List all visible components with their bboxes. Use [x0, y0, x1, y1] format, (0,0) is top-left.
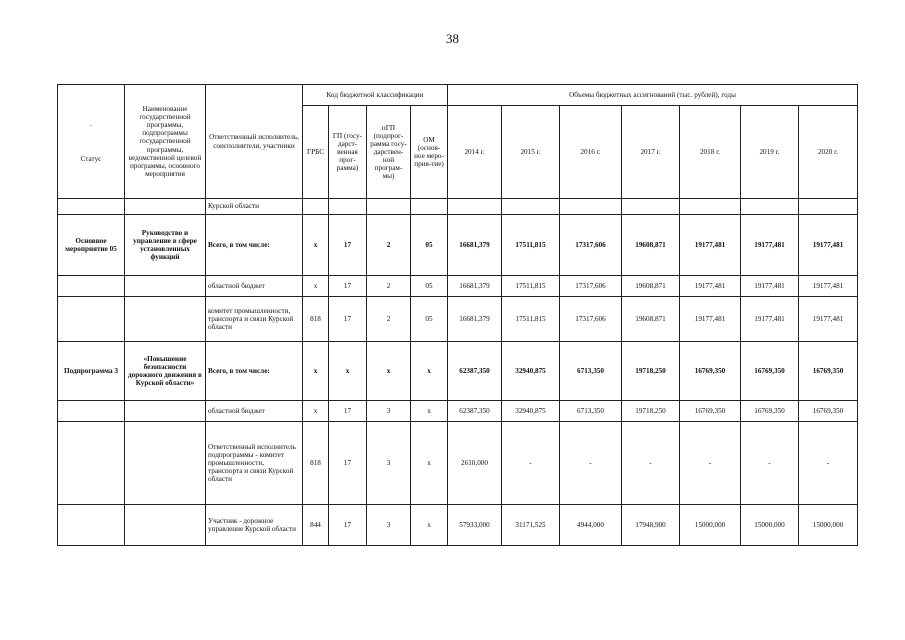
- cell-value: 15000,000: [741, 505, 799, 546]
- cell-value: 17317,606: [560, 215, 622, 276]
- cell-pgp: [367, 199, 411, 215]
- cell-value: 16681,379: [448, 215, 502, 276]
- cell-pgp: 2: [367, 276, 411, 297]
- cell-gp: 17: [329, 422, 367, 505]
- header-status: [58, 85, 125, 199]
- cell-executor: Всего, в том числе:: [206, 342, 303, 401]
- cell-value: 16769,350: [680, 401, 741, 422]
- cell-value: 19177,481: [799, 215, 858, 276]
- cell-value: 19608,871: [622, 215, 680, 276]
- cell-status: [58, 505, 125, 546]
- cell-status: Подпрограмма 3: [58, 342, 125, 401]
- header-volumes: Объемы бюджетных ассигнований (тыс. рублей), годы: [448, 85, 858, 106]
- cell-value: 6713,350: [560, 401, 622, 422]
- header-status-dot: .: [90, 120, 92, 129]
- cell-om: 05: [411, 276, 448, 297]
- cell-value: 62387,350: [448, 401, 502, 422]
- cell-value: 17317,606: [560, 297, 622, 342]
- cell-om: х: [411, 422, 448, 505]
- cell-status: [58, 401, 125, 422]
- cell-value: 17511,815: [502, 276, 560, 297]
- cell-value: 57933,000: [448, 505, 502, 546]
- cell-value: -: [560, 422, 622, 505]
- cell-gp: 17: [329, 297, 367, 342]
- cell-value: 32940,875: [502, 401, 560, 422]
- cell-value: 32940,875: [502, 342, 560, 401]
- cell-grbs: х: [303, 276, 329, 297]
- cell-gp: 17: [329, 505, 367, 546]
- cell-gp: 17: [329, 215, 367, 276]
- cell-name: [125, 297, 206, 342]
- cell-value: 16769,350: [741, 342, 799, 401]
- cell-om: х: [411, 505, 448, 546]
- header-year: 2019 г.: [741, 106, 799, 199]
- cell-executor: Ответственный исполнитель подпрограммы - комитет промышленности, транспорта и связи Курской области: [206, 422, 303, 505]
- cell-status: [58, 422, 125, 505]
- cell-executor: комитет промышленности, транспорта и связи Курской области: [206, 297, 303, 342]
- cell-om: х: [411, 342, 448, 401]
- cell-gp: х: [329, 342, 367, 401]
- cell-gp: [329, 199, 367, 215]
- cell-grbs: 818: [303, 422, 329, 505]
- cell-value: -: [502, 422, 560, 505]
- cell-om: х: [411, 401, 448, 422]
- cell-status: [58, 199, 125, 215]
- table-row: [58, 342, 858, 401]
- cell-value: 19177,481: [741, 215, 799, 276]
- header-row-top: [58, 85, 858, 106]
- cell-grbs: х: [303, 215, 329, 276]
- cell-status: [58, 297, 125, 342]
- header-gp: ГП (госу-дарст-венная прог-рамма): [329, 106, 367, 199]
- cell-grbs: х: [303, 401, 329, 422]
- cell-value: 16769,350: [741, 401, 799, 422]
- cell-value: 6713,350: [560, 342, 622, 401]
- cell-name: «Повышение безопасности дорожного движения в Курской области»: [125, 342, 206, 401]
- cell-value: -: [799, 422, 858, 505]
- cell-pgp: 3: [367, 401, 411, 422]
- cell-value: 17317,606: [560, 276, 622, 297]
- cell-pgp: 3: [367, 505, 411, 546]
- cell-value: 2610,000: [448, 422, 502, 505]
- cell-value: -: [680, 422, 741, 505]
- cell-value: 16769,350: [799, 342, 858, 401]
- table-row: [58, 401, 858, 422]
- cell-value: -: [741, 422, 799, 505]
- budget-table: [57, 84, 858, 546]
- table-row: [58, 276, 858, 297]
- cell-value: 19177,481: [680, 276, 741, 297]
- cell-gp: 17: [329, 276, 367, 297]
- cell-name: [125, 401, 206, 422]
- cell-value: 19177,481: [799, 276, 858, 297]
- cell-value: [448, 199, 502, 215]
- cell-grbs: 844: [303, 505, 329, 546]
- cell-value: 31171,525: [502, 505, 560, 546]
- header-year: 2018 г.: [680, 106, 741, 199]
- cell-grbs: 818: [303, 297, 329, 342]
- cell-value: [502, 199, 560, 215]
- header-year: 2017 г.: [622, 106, 680, 199]
- header-budget-code: Код бюджетной классификации: [303, 85, 448, 106]
- cell-gp: 17: [329, 401, 367, 422]
- cell-om: 05: [411, 215, 448, 276]
- cell-executor: Курской области: [206, 199, 303, 215]
- cell-name: [125, 276, 206, 297]
- header-year: 2020 г.: [799, 106, 858, 199]
- cell-name: [125, 422, 206, 505]
- cell-name: Руководство и управление в сфере установленных функций: [125, 215, 206, 276]
- cell-pgp: 2: [367, 297, 411, 342]
- header-executor: Ответственный исполнитель, соисполнители, участники: [206, 85, 303, 199]
- cell-value: 62387,350: [448, 342, 502, 401]
- cell-value: 19177,481: [741, 297, 799, 342]
- cell-value: [680, 199, 741, 215]
- table-row: [58, 199, 858, 215]
- cell-value: 16681,379: [448, 297, 502, 342]
- cell-value: 19177,481: [680, 215, 741, 276]
- cell-value: [622, 199, 680, 215]
- cell-value: 15000,000: [680, 505, 741, 546]
- cell-value: -: [622, 422, 680, 505]
- table-row: [58, 505, 858, 546]
- cell-value: 17511,815: [502, 215, 560, 276]
- cell-executor: Всего, в том числе:: [206, 215, 303, 276]
- cell-grbs: [303, 199, 329, 215]
- cell-pgp: 3: [367, 422, 411, 505]
- cell-value: [560, 199, 622, 215]
- cell-value: 4944,000: [560, 505, 622, 546]
- cell-executor: областной бюджет: [206, 401, 303, 422]
- cell-value: 19177,481: [799, 297, 858, 342]
- header-grbs: ГРБС: [303, 106, 329, 199]
- cell-value: 16681,379: [448, 276, 502, 297]
- cell-value: 15000,000: [799, 505, 858, 546]
- cell-value: 19177,481: [741, 276, 799, 297]
- cell-status: Основное мероприятие 05: [58, 215, 125, 276]
- cell-name: [125, 505, 206, 546]
- table-row: [58, 297, 858, 342]
- cell-value: 19718,250: [622, 401, 680, 422]
- cell-value: 17511,815: [502, 297, 560, 342]
- cell-pgp: 2: [367, 215, 411, 276]
- header-status-label: Статус: [80, 154, 102, 163]
- cell-value: [799, 199, 858, 215]
- cell-value: 19608,871: [622, 297, 680, 342]
- cell-executor: Участник - дорожное управление Курской области: [206, 505, 303, 546]
- header-year: 2016 г.: [560, 106, 622, 199]
- page-number: 38: [446, 31, 459, 46]
- cell-value: 16769,350: [799, 401, 858, 422]
- header-pgp: пГП (подпрог-рамма госу-дарствен-ной програм-мы): [367, 106, 411, 199]
- header-year: 2014 г.: [448, 106, 502, 199]
- cell-status: [58, 276, 125, 297]
- header-name: Наименование государственной программы, подпрограммы государственной программы, ведомственной целевой программы, основного мероприятия: [125, 85, 206, 199]
- cell-value: 19718,250: [622, 342, 680, 401]
- cell-name: [125, 199, 206, 215]
- cell-value: 19608,871: [622, 276, 680, 297]
- cell-om: 05: [411, 297, 448, 342]
- cell-value: 19177,481: [680, 297, 741, 342]
- cell-value: 16769,350: [680, 342, 741, 401]
- cell-value: 17948,900: [622, 505, 680, 546]
- header-om: ОМ (основ-ное меро-прия-тие): [411, 106, 448, 199]
- table-row: [58, 422, 858, 505]
- table-row: [58, 215, 858, 276]
- cell-pgp: х: [367, 342, 411, 401]
- cell-executor: областной бюджет: [206, 276, 303, 297]
- header-year: 2015 г.: [502, 106, 560, 199]
- cell-om: [411, 199, 448, 215]
- cell-grbs: х: [303, 342, 329, 401]
- cell-value: [741, 199, 799, 215]
